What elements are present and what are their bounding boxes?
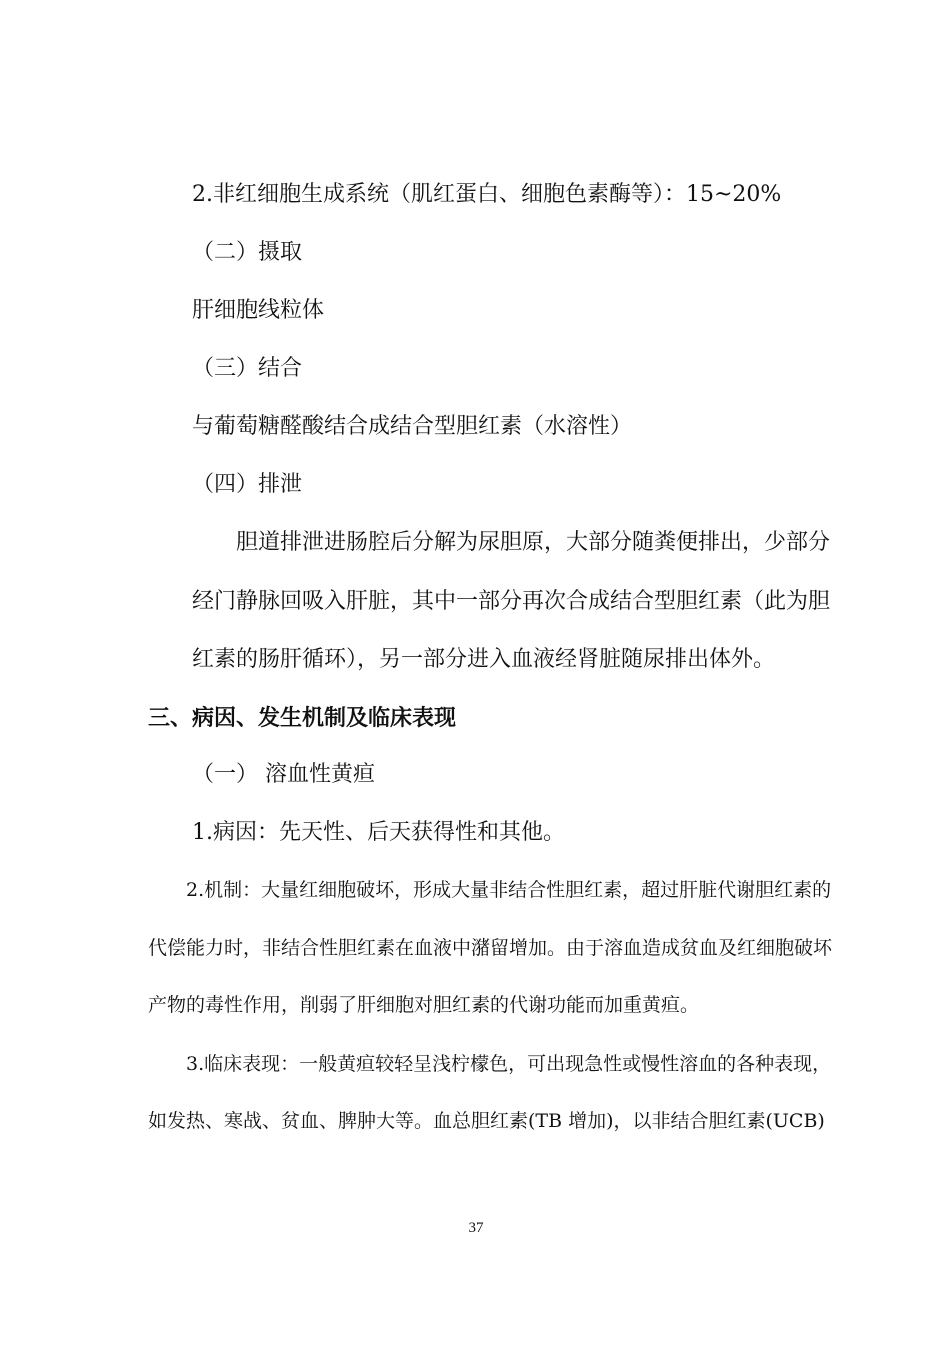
text-line: 3.临床表现：一般黄疸较轻呈浅柠檬色，可出现急性或慢性溶血的各种表现， [186, 1053, 832, 1075]
text-line: 2.非红细胞生成系统（肌红蛋白、细胞色素酶等）：15~20% [192, 182, 782, 207]
section-subheading: （二）摄取 [192, 240, 303, 265]
text-line: 胆道排泄进肠腔后分解为尿胆原，大部分随粪便排出，少部分 [236, 530, 831, 555]
section-subheading: （三）结合 [192, 356, 303, 381]
text-line: 如发热、寒战、贫血、脾肿大等。血总胆红素(TB 增加)，以非结合胆红素(UCB) [148, 1110, 825, 1132]
text-line: 经门静脉回吸入肝脏，其中一部分再次合成结合型胆红素（此为胆 [192, 589, 831, 614]
text-line: 与葡萄糖醛酸结合成结合型胆红素（水溶性） [192, 414, 633, 439]
text-line: 肝细胞线粒体 [192, 298, 325, 323]
text-line: 1.病因：先天性、后天获得性和其他。 [192, 820, 565, 845]
text-line: 代偿能力时，非结合性胆红素在血液中潴留增加。由于溶血造成贫血及红细胞破坏 [148, 937, 833, 959]
text-line: 红素的肠肝循环），另一部分进入血液经肾脏随尿排出体外。 [192, 647, 776, 672]
section-subheading: （四）排泄 [192, 472, 303, 497]
page-number: 37 [468, 1220, 484, 1236]
text-line: 产物的毒性作用，削弱了肝细胞对胆红素的代谢功能而加重黄疸。 [148, 994, 700, 1016]
text-line: 2.机制：大量红细胞破坏，形成大量非结合性胆红素，超过肝脏代谢胆红素的 [186, 879, 832, 901]
section-subheading: （一） 溶血性黄疸 [192, 762, 375, 787]
section-heading: 三、病因、发生机制及临床表现 [148, 705, 457, 731]
